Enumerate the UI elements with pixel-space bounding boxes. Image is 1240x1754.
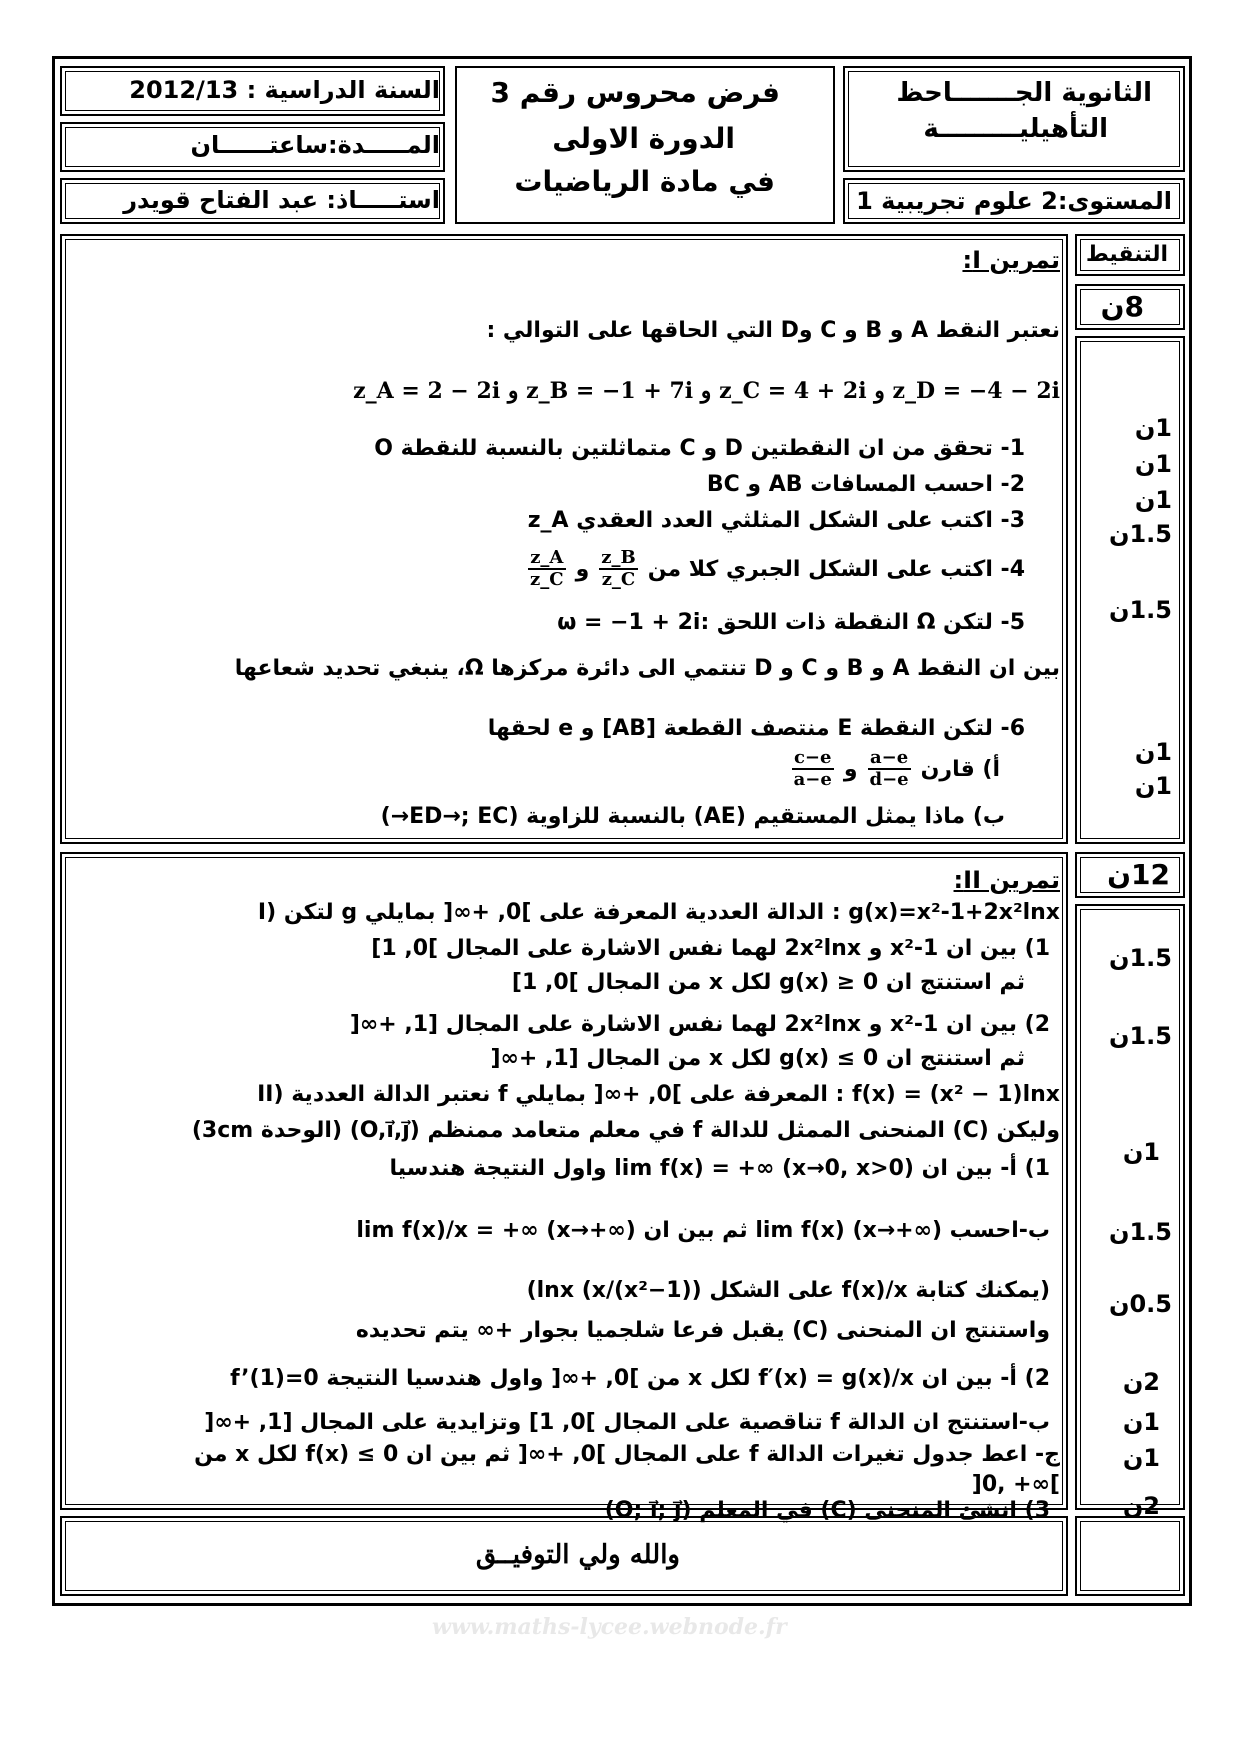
school-name: الثانوية الجـــــــاحظ (896, 78, 1152, 108)
score-2-II-2a: 2ن (1122, 1368, 1160, 1396)
exercise-2-title: تمرين II: (953, 866, 1060, 894)
score-2-II-1a: 1ن (1122, 1138, 1160, 1166)
score-1-3: 1ن (1134, 486, 1172, 514)
exercise-1-total: 8ن (1100, 290, 1144, 323)
question-2-II-1b-hint: (يمكنك كتابة f(x)/x على الشكل ((x²−1)/x) lnx) (526, 1278, 1050, 1303)
score-2-I-1: 1.5ن (1109, 944, 1172, 972)
score-2-II-1b: 1.5ن (1109, 1218, 1172, 1246)
exam-title: فرض محروس رقم 3 (490, 76, 780, 109)
part-II-intro2: وليكن (C) المنحنى الممثل للدالة f في معلم متعامد ممنظم (O,i⃗,j⃗) (الوحدة 3cm) (191, 1118, 1060, 1143)
score-1-1: 1ن (1134, 414, 1172, 442)
score-1-4: 1.5ن (1109, 520, 1172, 548)
closing-phrase: والله ولي التوفيــق (475, 1540, 680, 1570)
score-1-6b: 1ن (1134, 772, 1172, 800)
question-2-I-2: 2) بين ان x²-1 و 2x²lnx لهما نفس الاشارة على المجال [1, +∞[ (349, 1012, 1050, 1037)
question-2-I-1b: ثم استنتج ان 0 ≤ g(x) لكل x من المجال ]0, 1] (511, 970, 1025, 995)
question-1-3: 3- اكتب على الشكل المثلثي العدد العقدي z_A (527, 508, 1025, 533)
grading-label: التنقيط (1085, 242, 1168, 267)
and-word: و (575, 556, 590, 582)
question-2-II-3: 3) انشئ المنحنى (C) في المعلم (O; i⃗; j⃗) (604, 1498, 1050, 1523)
score-2-II-3: 2ن (1122, 1492, 1160, 1520)
watermark: www.maths-lycee.webnode.fr (432, 1614, 787, 1640)
question-2-II-2c2: ]0, +∞[ (971, 1472, 1060, 1497)
and-word: و (843, 756, 858, 782)
class-level: المستوى:2 علوم تجريبية 1 (856, 187, 1172, 215)
question-2-I-2b: ثم استنتج ان 0 ≥ g(x) لكل x من المجال [1, +∞[ (490, 1046, 1025, 1071)
question-2-II-1b: ب-احسب lim f(x) (x→+∞) ثم بين ان lim f(x)/x = +∞ (x→+∞) (356, 1218, 1050, 1243)
question-2-II-2c: ج- اعط جدول تغيرات الدالة f على المجال ]0, +∞[ ثم بين ان 0 ≥ f(x) لكل x من (194, 1442, 1060, 1467)
fraction-za-zc: $\frac{z\_A}{z\_C}$ (530, 547, 564, 590)
exercise-1-title: تمرين I: (962, 246, 1060, 274)
exam-session: الدورة الاولى (552, 122, 735, 155)
score-1-2: 1ن (1134, 450, 1172, 478)
question-2-II-2a: 2) أ- بين ان f′(x) = g(x)/x لكل x من ]0, +∞[ واول هندسيا النتيجة f’(1)=0 (230, 1366, 1050, 1391)
part-II-intro: II) نعتبر الدالة العددية f المعرفة على ]0, +∞[ بمايلي : f(x) = (x² − 1)lnx (257, 1082, 1060, 1107)
question-2-II-1c: واستنتج ان المنحنى (C) يقبل فرعا شلجميا بجوار +∞ يتم تحديده (355, 1318, 1050, 1343)
score-2-I-2: 1.5ن (1109, 1022, 1172, 1050)
score-1-5: 1.5ن (1109, 596, 1172, 624)
score-2-II-2c: 1ن (1122, 1444, 1160, 1472)
score-2-II-2b: 1ن (1122, 1408, 1160, 1436)
school-type: التأهيليـــــــــة (923, 114, 1108, 144)
exam-duration: المـــــدة:ساعتــــــان (190, 131, 440, 159)
exercise-1-intro: نعتبر النقط A و B و C وD التي الحاقها على التوالي : (486, 318, 1060, 343)
question-1-4-text: 4- اكتب على الشكل الجبري كلا من (647, 556, 1025, 582)
question-1-6a-text: أ) قارن (920, 756, 1000, 782)
question-1-6b: ب) ماذا يمثل المستقيم (AE) بالنسبة للزاوية (ED→; EC→) (380, 804, 1005, 829)
question-1-6a (788, 748, 1000, 790)
score-1-6a: 1ن (1134, 738, 1172, 766)
footer-score-box (1075, 1516, 1185, 1596)
question-1-5b: بين ان النقط A و B و C و D تنتمي الى دائرة مركزها Ω، ينبغي تحديد شعاعها (234, 656, 1060, 681)
question-1-4 (524, 548, 1025, 590)
question-2-I-1: 1) بين ان x²-1 و 2x²lnx لهما نفس الاشارة على المجال ]0, 1] (371, 936, 1050, 961)
question-1-2: 2- احسب المسافات AB و BC (706, 472, 1025, 497)
fraction-zb-zc: $\frac{z\_B}{z\_C}$ (601, 547, 636, 590)
question-2-II-2b: ب-استنتج ان الدالة f تناقصية على المجال ]0, 1] وتزايدية على المجال [1, +∞[ (204, 1410, 1050, 1435)
fraction-ce-ae: $\frac{c-e}{a-e}$ (793, 747, 832, 790)
question-2-II-1a: 1) أ- بين ان lim f(x) = +∞ (x→0, x>0) واول النتيجة هندسيا (389, 1156, 1050, 1181)
teacher-name: استـــــاذ: عبد الفتاح قويدر (123, 186, 440, 214)
exam-subject: في مادة الرياضيات (514, 165, 775, 198)
affixes-line: z_A = 2 − 2i و z_B = −1 + 7i و z_C = 4 + 2i و z_D = −4 − 2i (353, 378, 1060, 404)
part-I-intro: I) لتكن g الدالة العددية المعرفة على ]0, +∞[ بمايلي : g(x)=x²-1+2x²lnx (257, 900, 1060, 925)
exercise-1-scores-box (1075, 336, 1185, 844)
fraction-ae-de: $\frac{a-e}{d-e}$ (869, 747, 909, 790)
question-1-1: 1- تحقق من ان النقطتين D و C متماثلتين بالنسبة للنقطة O (374, 436, 1025, 461)
exercise-2-total: 12ن (1107, 858, 1170, 891)
question-1-5: 5- لتكن Ω النقطة ذات اللحق :ω = −1 + 2i (557, 610, 1025, 635)
school-year: السنة الدراسية : 2012/13 (129, 76, 440, 104)
score-2-II-1c: 0.5ن (1109, 1290, 1172, 1318)
question-1-6: 6- لتكن النقطة E منتصف القطعة [AB] و e لحقها (487, 716, 1025, 741)
